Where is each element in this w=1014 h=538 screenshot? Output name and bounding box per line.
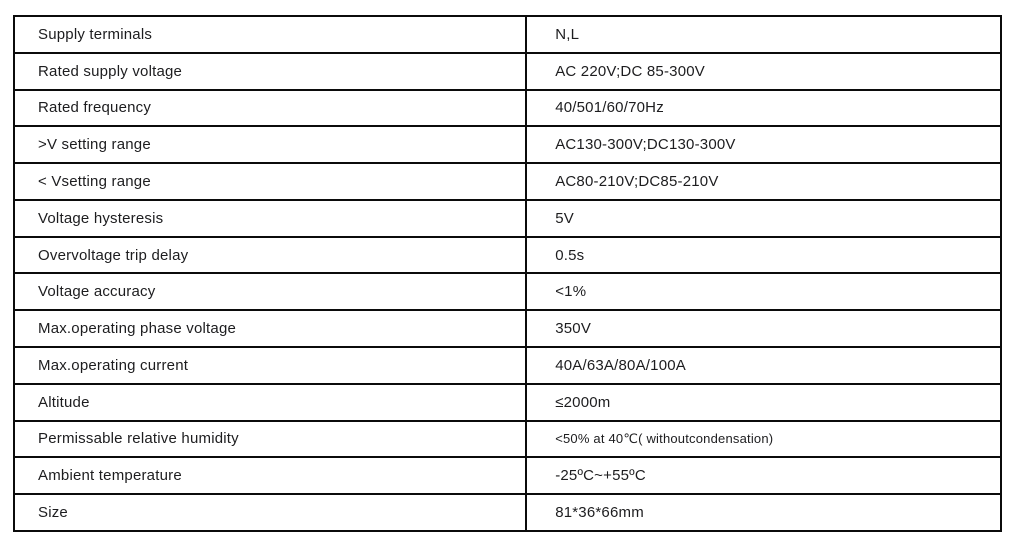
- spec-value: -25ºC~+55ºC: [555, 467, 646, 485]
- spec-value: AC130-300V;DC130-300V: [555, 136, 736, 154]
- spec-value: AC 220V;DC 85-300V: [555, 62, 705, 80]
- table-row: [15, 236, 1000, 273]
- spec-label: Altitude: [15, 385, 527, 420]
- spec-value: 0.5s: [555, 246, 585, 264]
- table-row: [15, 346, 1000, 383]
- spec-value: <1%: [555, 283, 587, 301]
- spec-value: <50% at 40℃( withoutcondensation): [555, 430, 774, 446]
- spec-label: >V setting range: [15, 127, 527, 162]
- spec-value: 40A/63A/80A/100A: [555, 356, 686, 374]
- spec-value: ≤2000m: [555, 393, 611, 411]
- spec-value: AC80-210V;DC85-210V: [555, 173, 719, 191]
- table-row: [15, 420, 1000, 457]
- spec-label: < Vsetting range: [15, 164, 527, 199]
- spec-label: Voltage hysteresis: [15, 201, 527, 236]
- table-row: [15, 89, 1000, 126]
- spec-value: 40/501/60/70Hz: [555, 99, 664, 117]
- table-row: [15, 272, 1000, 309]
- spec-label: Permissable relative humidity: [15, 422, 527, 457]
- table-row: [15, 52, 1000, 89]
- table-row: [15, 125, 1000, 162]
- table-row: [15, 383, 1000, 420]
- spec-value: 5V: [555, 209, 574, 227]
- table-row: [15, 456, 1000, 493]
- spec-label: Rated frequency: [15, 91, 527, 126]
- table-row: [15, 199, 1000, 236]
- spec-value: 81*36*66mm: [555, 504, 644, 522]
- spec-label: Max.operating current: [15, 348, 527, 383]
- table-row: [15, 17, 1000, 52]
- spec-label: Size: [15, 495, 527, 530]
- spec-label: Rated supply voltage: [15, 54, 527, 89]
- table-row: [15, 162, 1000, 199]
- spec-label: Ambient temperature: [15, 458, 527, 493]
- spec-label: Voltage accuracy: [15, 274, 527, 309]
- spec-label: Supply terminals: [15, 17, 527, 52]
- table-row: [15, 309, 1000, 346]
- spec-label: Overvoltage trip delay: [15, 238, 527, 273]
- table-row: [15, 493, 1000, 530]
- spec-table: [13, 15, 1002, 532]
- spec-value: 350V: [555, 320, 592, 338]
- spec-label: Max.operating phase voltage: [15, 311, 527, 346]
- spec-value: N,L: [555, 25, 580, 43]
